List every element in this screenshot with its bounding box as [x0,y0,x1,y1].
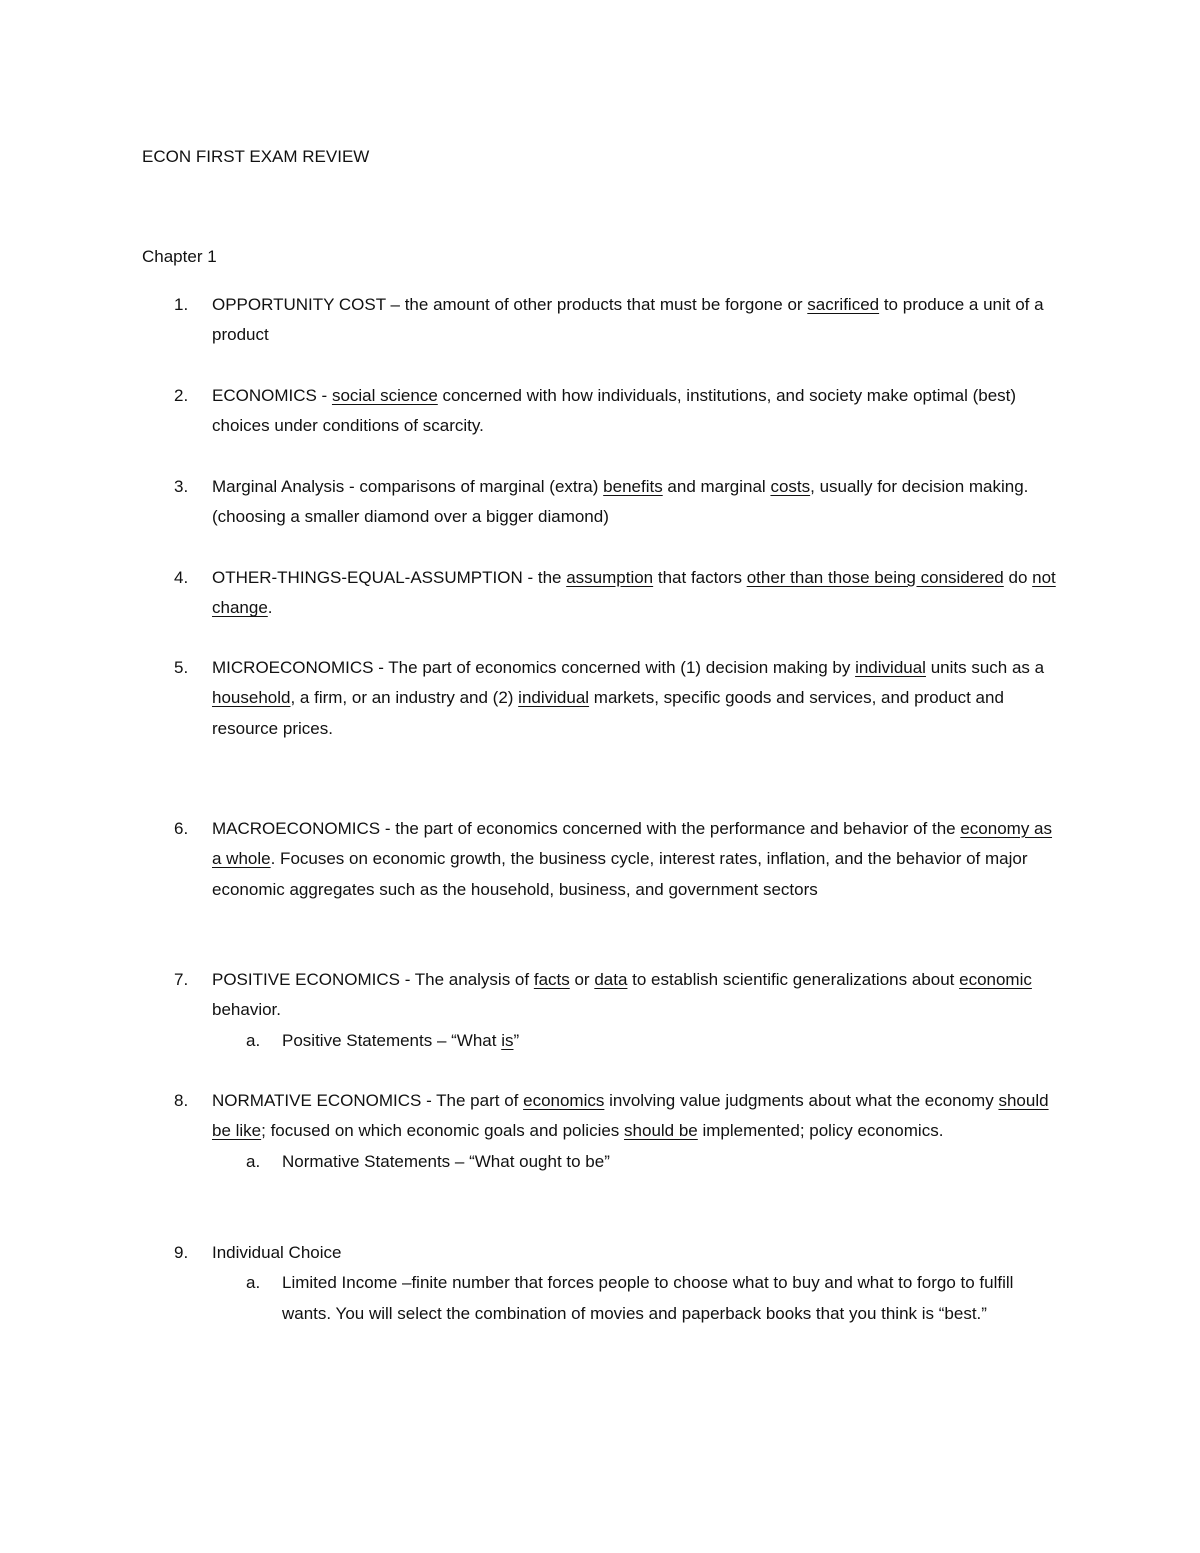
text-run: OPPORTUNITY COST – the amount of other products that must be forgone or [212,295,808,314]
item-text [212,1086,1062,1147]
underlined-term: household [212,688,291,708]
text-run: MACROECONOMICS - the part of economics concerned with the performance and behavior of the [212,819,961,838]
underlined-term: other than those being considered [746,568,1004,587]
item-number: 5. [174,658,189,677]
document-title: ECON FIRST EXAM REVIEW [142,147,370,166]
underlined-term: sacrificed [807,295,880,314]
item-text [212,563,1062,624]
text-run: Positive Statements – “What [282,1030,502,1050]
sub-item-letter: a. [246,1030,261,1050]
text-run: ECONOMICS - [212,386,332,405]
sub-item-text [282,1026,1062,1056]
sub-item-letter: a. [246,1273,261,1293]
text-run: markets, specific goods and services, and product and resource prices. [212,688,1004,738]
text-run: OTHER-THINGS-EQUAL-ASSUMPTION - the [212,568,567,587]
list-item [142,381,1062,442]
sub-item [246,1147,1062,1177]
text-run: behavior. [212,1000,281,1020]
underlined-term: economics [523,1091,605,1110]
text-run: units such as a [925,658,1045,677]
item-text [212,1238,1062,1268]
text-run: or [569,970,595,989]
text-run: to produce a unit of a product [212,295,1044,345]
item-text [212,814,1062,905]
list-item [142,814,1062,905]
sub-item-text [282,1147,1062,1177]
underlined-term: assumption [566,568,654,587]
sub-item-text [282,1268,1062,1329]
text-run: ” [513,1030,520,1050]
text-run: ; focused on which economic goals and policies [261,1121,625,1141]
item-number: 8. [174,1091,189,1110]
list-item [142,290,1062,351]
item-number: 3. [174,477,189,496]
underlined-term: individual [518,688,590,708]
text-run: and marginal [662,477,771,496]
underlined-term: benefits [603,477,663,496]
text-run: , a firm, or an industry and (2) [290,688,519,708]
text-run: to establish scientific generalizations about [627,970,960,989]
underlined-term: should be [624,1121,698,1141]
text-run: Marginal Analysis - comparisons of marginal (extra) [212,477,604,496]
item-number: 6. [174,819,189,838]
text-run: Individual Choice [212,1243,342,1262]
underlined-term: costs [770,477,811,496]
item-number: 1. [174,295,189,314]
item-text [212,381,1062,442]
text-run: . [267,598,273,618]
underlined-term: is [501,1030,514,1050]
underlined-term: economic [959,970,1032,989]
text-run: that factors [653,568,747,587]
underlined-term: facts [533,970,570,989]
list-item [142,1086,1062,1177]
underlined-term: should be like [212,1091,1049,1141]
item-number: 4. [174,568,189,587]
text-run: involving value judgments about what the economy [604,1091,999,1110]
underlined-term: social science [331,386,438,405]
chapter-heading: Chapter 1 [142,247,217,266]
text-run: Normative Statements – “What ought to be” [282,1151,610,1171]
sub-item [246,1268,1062,1329]
list-item [142,1238,1062,1329]
item-text [212,472,1062,533]
text-run: do [1003,568,1033,587]
text-run: . Focuses on economic growth, the business cycle, interest rates, inflation, and the behavior of major economic aggregates such as the household, business, and government sectors [212,849,1028,899]
list-item [142,653,1062,744]
text-run: Limited Income –finite number that forces people to choose what to buy and what to forgo to fulfill wants. You will select the combination of movies and paperback books that you think is “best.” [282,1273,1014,1323]
text-run: , usually for decision making. (choosing a smaller diamond over a bigger diamond) [212,477,1029,527]
item-text [212,290,1062,351]
sub-item-letter: a. [246,1151,261,1171]
underlined-term: data [594,970,628,989]
sub-item [246,1026,1062,1056]
item-text [212,653,1062,744]
text-run: concerned with how individuals, institutions, and society make optimal (best) choices under conditions of scarcity. [212,386,1017,436]
item-text [212,965,1062,1026]
text-run: implemented; policy economics. [697,1121,944,1141]
item-number: 2. [174,386,189,405]
list-item [142,563,1062,624]
underlined-term: individual [855,658,926,677]
text-run: NORMATIVE ECONOMICS - The part of [212,1091,524,1110]
list-item [142,965,1062,1056]
text-run: MICROECONOMICS - The part of economics concerned with (1) decision making by [212,658,856,677]
item-number: 9. [174,1243,189,1262]
underlined-term: economy as a whole [212,819,1053,869]
text-run: POSITIVE ECONOMICS - The analysis of [212,970,534,989]
item-number: 7. [174,970,189,989]
underlined-term: not change [212,568,1056,618]
list-item [142,472,1062,533]
